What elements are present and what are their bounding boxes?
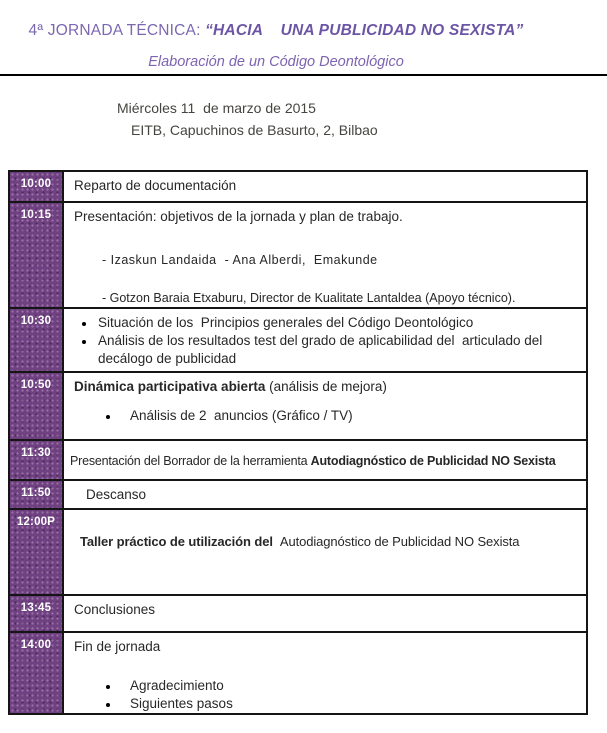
activity-text: Autodiagnóstico de Publicidad NO Sexista [279,534,520,549]
activity-title [74,378,558,396]
agenda-row-1345 [9,595,587,632]
activity-text: Reparto de documentación [74,178,237,193]
bullet-text: Agradecimiento [130,678,224,693]
document-header [0,0,552,71]
content-cell [63,632,587,714]
content-cell [63,480,587,509]
activity-text: Presentación del Borrador de la herramienta [70,454,311,468]
event-details [0,97,607,141]
time-cell: 10:15 [9,202,63,308]
list-item [120,695,558,713]
content-cell [63,372,587,440]
bullet-text: Siguientes pasos [130,696,233,711]
time-cell: 10:30 [9,308,63,372]
content-cell [63,308,587,372]
time-cell: 10:00 [9,171,63,202]
agenda-row-1030 [9,308,587,372]
activity-title-rest: (análisis de mejora) [269,379,387,394]
page-subtitle: Elaboración de un Código Deontológico [148,54,404,70]
header-divider [0,74,607,76]
activity-title-bold: Dinámica participativa abierta [74,379,270,394]
time-cell: 12:00P [9,509,63,595]
content-cell [63,595,587,632]
time-cell: 11:30 [9,440,63,480]
agenda-row-1050 [9,372,587,440]
bullet-text: Situación de los Principios generales del Código Deontológico [98,315,474,330]
time-cell: 11:50 [9,480,63,509]
bullet-list [74,407,558,425]
bullet-list [74,677,558,713]
title-quoted: “HACIA UNA PUBLICIDAD NO SEXISTA” [205,22,524,39]
agenda-row-1000 [9,171,587,202]
list-item [120,677,558,695]
bullet-text: Análisis de 2 anuncios (Gráfico / TV) [130,408,353,423]
title-prefix: 4ª JORNADA TÉCNICA: [28,22,206,39]
time-cell: 10:50 [9,372,63,440]
agenda-row-1015 [9,202,587,308]
time-cell: 13:45 [9,595,63,632]
event-date: Miércoles 11 de marzo de 2015 [117,100,316,116]
bullet-list [74,314,558,368]
content-cell [63,171,587,202]
activity-text-line [74,533,580,551]
activity-text-bold: Taller práctico de utilización del [80,534,280,549]
list-item [120,407,558,425]
bullet-text: Análisis de los resultados test del grado de aplicabilidad del articulado del decálogo de publicidad [98,333,547,366]
content-cell [63,509,587,595]
event-venue: EITB, Capuchinos de Basurto, 2, Bilbao [131,122,378,138]
activity-text: Descanso [86,487,147,502]
agenda-row-1150 [9,480,587,509]
list-item [96,314,558,332]
content-cell [63,440,587,480]
speaker-line: - Gotzon Baraia Etxaburu, Director de Kualitate Lantaldea (Apoyo técnico). [102,291,516,305]
agenda-row-1130 [9,440,587,480]
page-title [0,21,552,41]
activity-title: Fin de jornada [74,639,161,654]
activity-text: Conclusiones [74,602,156,617]
activity-text-bold: Autodiagnóstico de Publicidad NO Sexista [310,454,556,468]
speaker-line: - Izaskun Landaida - Ana Alberdi, Emakunde [102,253,378,267]
list-item [96,332,558,368]
content-cell [63,202,587,308]
agenda-row-1200 [9,509,587,595]
agenda-table [8,170,588,715]
time-cell: 14:00 [9,632,63,714]
activity-title: Presentación: objetivos de la jornada y plan de trabajo. [74,209,403,224]
agenda-row-1400 [9,632,587,714]
